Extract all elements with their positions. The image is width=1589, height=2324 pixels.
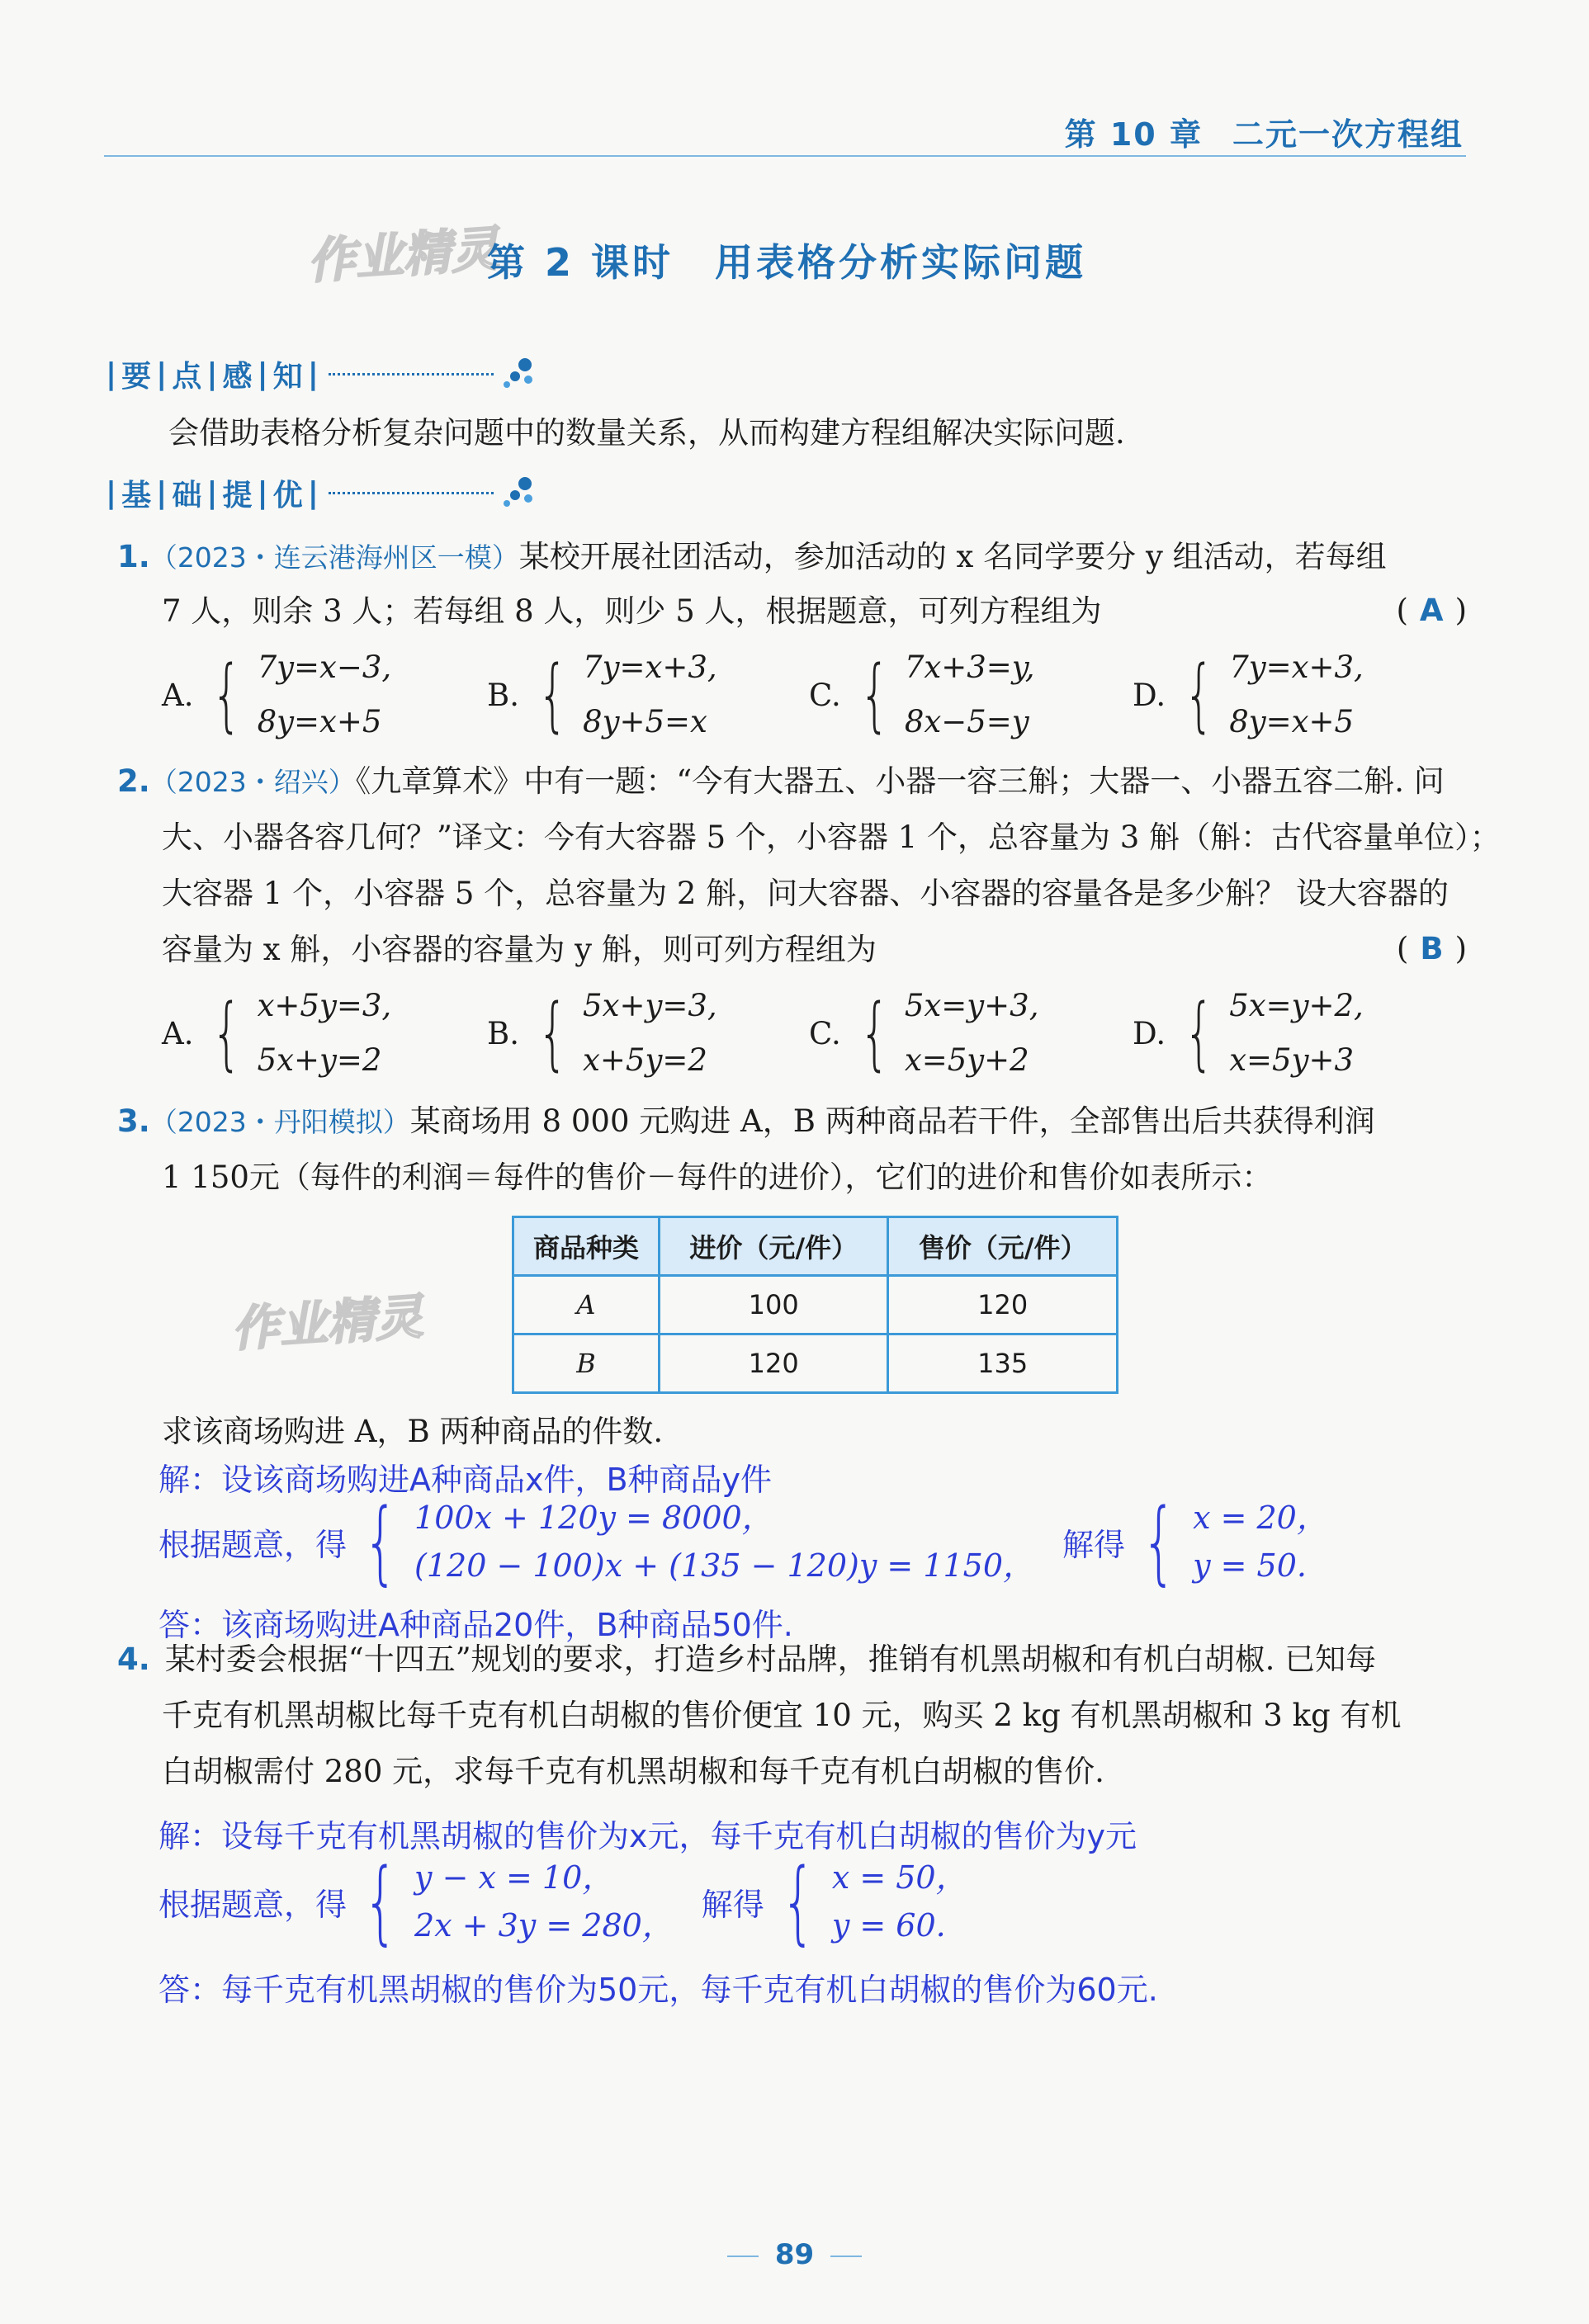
q1-line-1 (117, 538, 1387, 577)
option-label: A. (162, 677, 194, 713)
q2-option-b[interactable] (487, 979, 717, 1088)
q1-option-d[interactable] (1133, 640, 1364, 749)
q1-answer-box: ( A ) (1396, 593, 1467, 628)
q3-number: 3. (117, 1103, 150, 1139)
option-label: A. (162, 1015, 194, 1051)
equation: 5x+y=2 (257, 1042, 382, 1078)
page-number-value: 89 (774, 2238, 815, 2271)
equation: 100x + 120y = 8000， (414, 1500, 773, 1536)
brace: { (211, 987, 243, 1079)
equation: 8y+5=x (583, 704, 707, 739)
equation: 7y=x+3, (1229, 649, 1364, 685)
q3-solution-let: 解：设该商场购进A种商品x件，B种商品y件 (158, 1462, 773, 1498)
option-label: C. (809, 677, 841, 713)
brace: { (780, 1849, 816, 1954)
option-label: D. (1133, 1015, 1166, 1051)
brace: { (537, 649, 568, 741)
footer-dash (830, 2256, 862, 2257)
q4-number: 4. (117, 1641, 150, 1677)
footer-dash (727, 2256, 759, 2257)
section-key-points: | 要 | 点 | 感 | 知 | (101, 353, 538, 395)
result: y = 50. (1193, 1547, 1307, 1584)
equation: x=5y+2 (904, 1042, 1029, 1078)
brace: { (1142, 1489, 1177, 1594)
dotted-leader (329, 492, 494, 494)
q3-source: （2023・丹阳模拟） (149, 1106, 410, 1138)
q4-line-2: 千克有机黑胡椒比每千克有机白胡椒的售价便宜 10 元，购买 2 kg 有机黑胡椒和 3 kg 有机 (162, 1698, 1402, 1733)
result: y = 60. (831, 1907, 946, 1944)
option-label: B. (487, 1015, 519, 1051)
q2-option-a[interactable] (162, 979, 391, 1088)
option-label: B. (487, 677, 519, 713)
table-cell: A (513, 1276, 660, 1334)
price-table (512, 1216, 1118, 1394)
q4-solution-answer: 答：每千克有机黑胡椒的售价为50元，每千克有机白胡椒的售价为60元. (158, 1972, 1158, 2008)
equation: x+5y=3, (257, 988, 392, 1023)
according-label: 根据题意，得 (158, 1886, 348, 1923)
result: x = 20， (1193, 1500, 1328, 1536)
according-label: 根据题意，得 (158, 1526, 348, 1563)
tag-char: 知 (272, 360, 303, 394)
header-divider (104, 155, 1466, 157)
sparkle-icon (497, 357, 538, 393)
equation: 2x + 3y = 280， (414, 1907, 674, 1944)
q1-option-b[interactable] (487, 640, 717, 749)
q2-source: （2023・绍兴） (149, 766, 356, 798)
table-cell: B (513, 1334, 660, 1393)
table-row (513, 1334, 1118, 1393)
q3-line-2: 1 150元（每件的利润＝每件的售价－每件的进价），它们的进价和售价如表所示： (162, 1160, 1273, 1195)
brace: { (211, 649, 243, 741)
table-cell: 100 (659, 1276, 888, 1334)
q2-line-2: 大、小器各容几何？”译文：今有大容器 5 个，小容器 1 个，总容量为 3 斛（斛：古代容量单位）； (162, 820, 1501, 855)
equation: 8y=x+5 (257, 704, 382, 739)
equation: 7x+3=y, (904, 649, 1035, 685)
q4-solution-system (158, 1849, 967, 1954)
lesson-number: 第 2 课时 (487, 240, 674, 285)
solve-label: 解得 (701, 1886, 764, 1923)
brace: { (537, 987, 568, 1079)
key-points-text: 会借助表格分析复杂问题中的数量关系，从而构建方程组解决实际问题. (168, 415, 1125, 451)
q1-answer: A (1419, 593, 1444, 628)
chapter-header (1065, 109, 1464, 154)
q2-answer-box: ( B ) (1396, 931, 1467, 966)
q2-line-1 (117, 763, 1445, 801)
equation: (120 − 100)x + (135 − 120)y = 1150， (414, 1547, 1035, 1584)
equation: 7y=x+3, (583, 649, 717, 685)
brace: { (858, 649, 890, 741)
brace: { (1184, 649, 1214, 741)
q1-text: 某校开展社团活动，参加活动的 x 名同学要分 y 组活动，若每组 (518, 539, 1387, 574)
q2-line-4: 容量为 x 斛，小容器的容量为 y 斛，则可列方程组为 (162, 932, 877, 967)
q4-line-1 (117, 1641, 1376, 1679)
option-label: D. (1133, 677, 1166, 713)
tag-char: 优 (272, 479, 303, 513)
table-cell: 120 (659, 1334, 888, 1393)
q2-option-c[interactable] (809, 979, 1038, 1088)
q3-solution-system (158, 1489, 1328, 1594)
brace: { (858, 987, 890, 1079)
q2-answer: B (1420, 931, 1444, 966)
section-basics: | 基 | 础 | 提 | 优 | (101, 472, 538, 514)
equation: y − x = 10， (414, 1859, 614, 1896)
q3-ask: 求该商场购进 A，B 两种商品的件数. (162, 1414, 664, 1449)
brace: { (363, 1489, 399, 1594)
tag-char: 基 (121, 479, 152, 513)
result: x = 50， (831, 1859, 967, 1896)
solve-label: 解得 (1062, 1526, 1126, 1563)
lesson-title (487, 233, 1086, 287)
equation: x=5y+3 (1229, 1042, 1355, 1078)
equation: 5x+y=3, (583, 988, 717, 1023)
q2-option-d[interactable] (1133, 979, 1364, 1088)
q3-line-1 (117, 1103, 1375, 1141)
chapter-title: 二元一次方程组 (1232, 116, 1464, 153)
q1-number: 1. (117, 539, 150, 574)
q4-line-3: 白胡椒需付 280 元，求每千克有机黑胡椒和每千克有机白胡椒的售价. (162, 1754, 1104, 1789)
tag-char: 要 (121, 360, 152, 394)
lesson-name: 用表格分析实际问题 (715, 240, 1087, 285)
equation: 5x=y+3, (904, 988, 1039, 1023)
q1-line-2: 7 人，则余 3 人；若每组 8 人，则少 5 人，根据题意，可列方程组为 (162, 593, 1102, 629)
table-cell: 120 (888, 1276, 1118, 1334)
q1-option-c[interactable] (809, 640, 1035, 749)
watermark-table: 作业精灵 (229, 1287, 425, 1358)
tag-char: 提 (222, 479, 253, 513)
q4-solution-let: 解：设每千克有机黑胡椒的售价为x元，每千克有机白胡椒的售价为y元 (158, 1818, 1137, 1854)
table-header: 售价（元/件） (888, 1217, 1118, 1276)
chapter-number: 第 10 章 (1064, 116, 1203, 153)
q3-text: 某商场用 8 000 元购进 A，B 两种商品若干件，全部售出后共获得利润 (409, 1103, 1375, 1139)
table-header: 商品种类 (513, 1217, 660, 1276)
equation: 7y=x−3, (257, 649, 392, 685)
equation: x+5y=2 (583, 1042, 707, 1078)
q2-text: 《九章算术》中有一题：“今有大器五、小器一容三斛；大器一、小器五容二斛. 问 (355, 763, 1445, 799)
q4-text: 某村委会根据“十四五”规划的要求，打造乡村品牌，推销有机黑胡椒和有机白胡椒. 已知每 (164, 1641, 1377, 1677)
table-header: 进价（元/件） (659, 1217, 888, 1276)
table-cell: 135 (888, 1334, 1118, 1393)
q2-number: 2. (117, 763, 150, 799)
equation: 5x=y+2, (1229, 988, 1364, 1023)
page-number (0, 2238, 1589, 2271)
brace: { (1184, 987, 1214, 1079)
table-row (513, 1276, 1118, 1334)
tag-char: 感 (222, 360, 253, 394)
option-label: C. (809, 1015, 841, 1051)
equation: 8y=x+5 (1229, 704, 1355, 739)
tag-char: 点 (172, 360, 202, 394)
brace: { (363, 1849, 399, 1954)
sparkle-icon (497, 475, 538, 512)
equation: 8x−5=y (904, 704, 1029, 739)
tag-char: 础 (172, 479, 202, 513)
q1-option-a[interactable] (162, 640, 391, 749)
table-header-row (513, 1217, 1118, 1276)
watermark-top: 作业精灵 (305, 220, 501, 290)
dotted-leader (329, 373, 494, 376)
q3-solution-answer: 答：该商场购进A种商品20件，B种商品50件. (158, 1607, 793, 1643)
q1-source: （2023・连云港海州区一模） (149, 541, 519, 574)
q2-line-3: 大容器 1 个，小容器 5 个，总容量为 2 斛，问大容器、小容器的容量各是多少斛？ 设大容器的 (162, 876, 1449, 911)
